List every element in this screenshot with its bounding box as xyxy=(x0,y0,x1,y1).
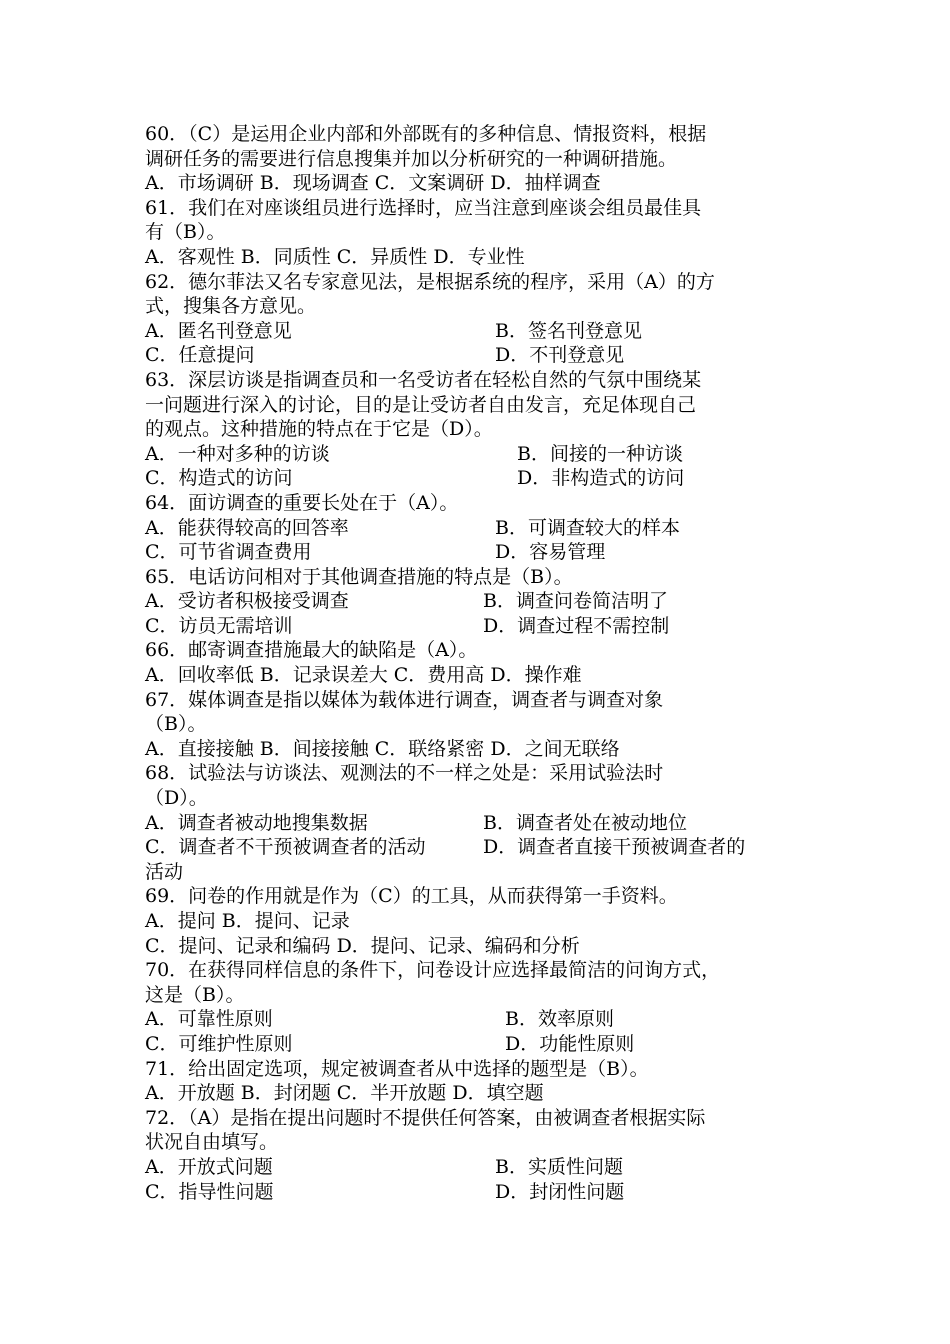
option-left: C．可维护性原则 xyxy=(145,1032,293,1055)
option-right: D．容易管理 xyxy=(495,541,606,564)
text-line: 式，搜集各方意见。 xyxy=(145,295,317,318)
text-line: 状况自由填写。 xyxy=(145,1131,279,1154)
option-row xyxy=(145,1180,825,1205)
option-right: D．不刊登意见 xyxy=(495,344,625,367)
option-row xyxy=(145,516,825,541)
text-line: 67．媒体调查是指以媒体为载体进行调查，调查者与调查对象 xyxy=(145,688,664,711)
text-line: 60．（C）是运用企业内部和外部既有的多种信息、情报资料，根据 xyxy=(145,123,707,145)
option-row xyxy=(145,442,825,467)
text-line: A．市场调研 B．现场调查 C．文案调研 D．抽样调查 xyxy=(145,172,601,195)
option-left: C．可节省调查费用 xyxy=(145,541,312,564)
text-line: （D）。 xyxy=(145,787,208,810)
text-line: 64．面访调查的重要长处在于（A）。 xyxy=(145,491,459,514)
option-left: C．构造式的访问 xyxy=(145,467,293,490)
option-right: B．效率原则 xyxy=(505,1008,614,1031)
text-line: 有（B）。 xyxy=(145,221,226,244)
option-row xyxy=(145,1155,825,1180)
text-line: 65．电话访问相对于其他调查措施的特点是（B）。 xyxy=(145,565,573,588)
text-line: 69．问卷的作用就是作为（C）的工具，从而获得第一手资料。 xyxy=(145,885,678,908)
text-line: A．回收率低 B．记录误差大 C．费用高 D．操作难 xyxy=(145,664,582,687)
option-left: C．指导性问题 xyxy=(145,1180,274,1203)
option-left: A．匿名刊登意见 xyxy=(145,319,292,342)
text-line: A．开放题 B．封闭题 C．半开放题 D．填空题 xyxy=(145,1082,544,1105)
text-line: 活动 xyxy=(145,860,184,883)
option-right: B．可调查较大的样本 xyxy=(495,516,680,539)
text-line: 一问题进行深入的讨论，目的是让受访者自由发言，充足体现自己 xyxy=(145,393,697,416)
option-left: A．一种对多种的访谈 xyxy=(145,442,330,465)
text-line: 这是（B）。 xyxy=(145,983,245,1006)
text-line: C．提问、记录和编码 D．提问、记录、编码和分析 xyxy=(145,934,580,957)
text-line: A．客观性 B．同质性 C．异质性 D．专业性 xyxy=(145,245,525,268)
option-left: A．受访者积极接受调查 xyxy=(145,590,349,613)
document-page xyxy=(145,122,825,1204)
option-row xyxy=(145,614,825,639)
option-right: D．功能性原则 xyxy=(505,1032,635,1055)
text-line: 66．邮寄调查措施最大的缺陷是（A）。 xyxy=(145,639,478,662)
option-row xyxy=(145,540,825,565)
option-right: D．调查过程不需控制 xyxy=(483,614,670,637)
text-line: 70．在获得同样信息的条件下，问卷设计应选择最简洁的问询方式， xyxy=(145,959,721,982)
option-right: B．签名刊登意见 xyxy=(495,319,642,342)
option-left: A．能获得较高的回答率 xyxy=(145,516,349,539)
option-row xyxy=(145,1032,825,1057)
option-right: D．调查者直接干预被调查者的 xyxy=(483,836,746,859)
option-left: C．调查者不干预被调查者的活动 xyxy=(145,836,426,859)
option-row xyxy=(145,319,825,344)
text-line: 68．试验法与访谈法、观测法的不一样之处是：采用试验法时 xyxy=(145,762,664,785)
option-right: B．间接的一种访谈 xyxy=(517,442,683,465)
option-left: A．开放式问题 xyxy=(145,1155,273,1178)
text-line: 62．德尔菲法又名专家意见法，是根据系统的程序，采用（A）的方 xyxy=(145,270,715,293)
option-right: B．调查问卷简洁明了 xyxy=(483,590,668,613)
text-line: 71．给出固定选项，规定被调查者从中选择的题型是（B）。 xyxy=(145,1057,649,1080)
text-line: 的观点。这种措施的特点在于它是（D）。 xyxy=(145,418,493,441)
text-line: 63．深层访谈是指调查员和一名受访者在轻松自然的气氛中围绕某 xyxy=(145,368,702,391)
option-row xyxy=(145,811,825,836)
option-right: B．实质性问题 xyxy=(495,1155,623,1178)
text-line: （B）。 xyxy=(145,713,207,736)
option-right: B．调查者处在被动地位 xyxy=(483,811,687,834)
option-right: D．封闭性问题 xyxy=(495,1180,625,1203)
text-line: A．直接接触 B．间接接触 C．联络紧密 D．之间无联络 xyxy=(145,737,620,760)
option-left: A．可靠性原则 xyxy=(145,1008,273,1031)
option-row xyxy=(145,343,825,368)
text-line: 61．我们在对座谈组员进行选择时，应当注意到座谈会组员最佳具 xyxy=(145,196,702,219)
option-right: D．非构造式的访问 xyxy=(517,467,685,490)
option-left: C．访员无需培训 xyxy=(145,614,293,637)
option-left: C．任意提问 xyxy=(145,344,255,367)
text-line: A．提问 B．提问、记录 xyxy=(145,910,350,932)
option-row xyxy=(145,466,825,491)
option-left: A．调查者被动地搜集数据 xyxy=(145,811,368,834)
option-row xyxy=(145,589,825,614)
text-line: 72．（A）是指在提出问题时不提供任何答案，由被调查者根据实际 xyxy=(145,1106,706,1129)
option-row xyxy=(145,1007,825,1032)
text-line: 调研任务的需要进行信息搜集并加以分析研究的一种调研措施。 xyxy=(145,147,678,170)
option-row xyxy=(145,835,825,860)
